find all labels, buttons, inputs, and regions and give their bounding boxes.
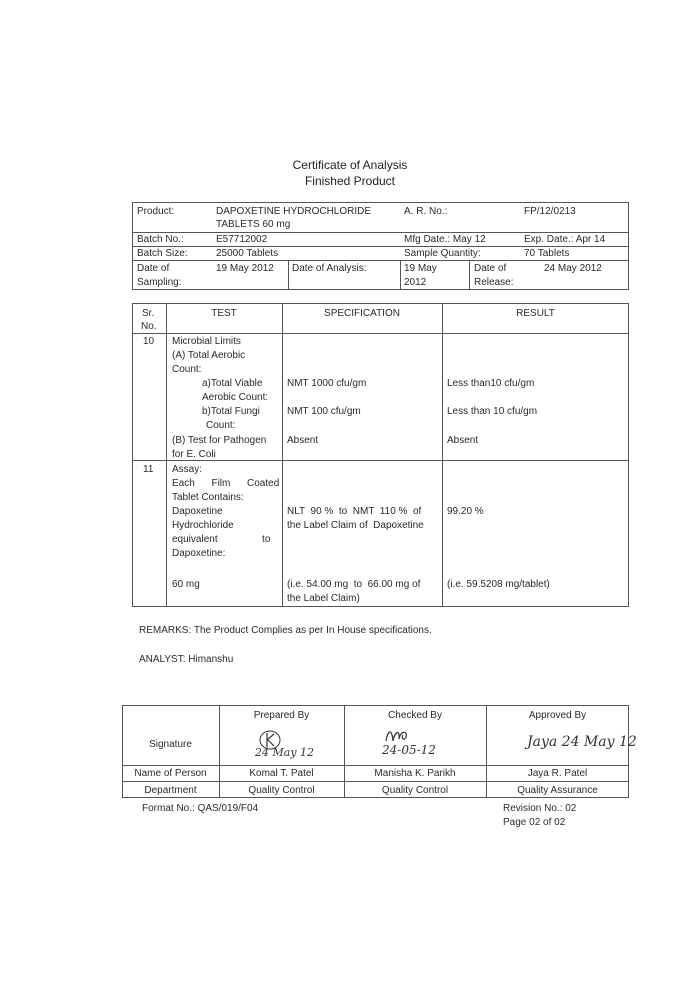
row10-result-c: Absent	[447, 435, 479, 446]
document-title: Certificate of Analysis	[292, 158, 408, 172]
checked-department: Quality Control	[381, 785, 449, 796]
date-release-label-2: Release:	[474, 277, 514, 288]
date-release-label: Date of	[474, 263, 507, 274]
document-subtitle: Finished Product	[304, 174, 396, 188]
row10-test-b: b)Total Fungi	[202, 406, 260, 417]
date-analysis-value-2: 2012	[404, 277, 427, 288]
row11-test-strength: 60 mg	[172, 579, 200, 590]
sample-qty-label: Sample Quantity:	[404, 248, 481, 259]
approved-by-header: Approved By	[528, 710, 587, 721]
revision-no: Revision No.: 02	[503, 803, 577, 814]
approved-department: Quality Assurance	[517, 785, 598, 796]
ar-no-label: A. R. No.:	[404, 206, 448, 217]
batch-size-value: 25000 Tablets	[216, 248, 279, 259]
row11-spec-line: the Label Claim of Dapoxetine	[287, 520, 424, 531]
mfg-date: Mfg Date.: May 12	[404, 234, 486, 245]
row11-spec-line: NLT 90 % to NMT 110 % of	[287, 506, 422, 517]
row11-spec-line: (i.e. 54.00 mg to 66.00 mg of	[287, 579, 421, 590]
ar-no-value: FP/12/0213	[524, 206, 576, 217]
checked-name: Manisha K. Parikh	[374, 768, 456, 779]
batch-no-label: Batch No.:	[137, 234, 184, 245]
date-analysis-value: 19 May	[404, 263, 437, 274]
row11-result-mg: (i.e. 59.5208 mg/tablet)	[447, 579, 550, 590]
header-sr: Sr.	[142, 308, 155, 319]
prepared-signature-date: 24 May 12	[255, 746, 315, 759]
remarks: REMARKS: The Product Complies as per In House specifications.	[139, 625, 432, 636]
name-of-person-label: Name of Person	[134, 768, 207, 779]
department-label: Department	[144, 785, 197, 796]
row10-result-a: Less than10 cfu/gm	[447, 378, 535, 389]
row10-result-b: Less than 10 cfu/gm	[447, 406, 538, 417]
row10-test-line: Count:	[172, 364, 202, 375]
row11-test-line: Each Film Coated	[172, 478, 280, 489]
header-test: TEST	[211, 308, 237, 319]
header-result: RESULT	[516, 308, 555, 319]
row10-test-c: (B) Test for Pathogen	[172, 435, 267, 446]
header-sr-2: No.	[141, 321, 157, 332]
row10-sr: 10	[143, 336, 155, 347]
row10-test-a-2: Aerobic Count:	[202, 392, 269, 403]
row11-spec-line: the Label Claim)	[287, 593, 360, 604]
row10-test-line: (A) Total Aerobic	[172, 350, 246, 361]
date-sampling-value: 19 May 2012	[216, 263, 274, 274]
row10-test-a: a)Total Viable	[202, 378, 263, 389]
prepared-by-header: Prepared By	[253, 710, 310, 721]
approved-signature: Jaya 24 May 12	[527, 734, 637, 750]
batch-size-label: Batch Size:	[137, 248, 188, 259]
row11-test-line: equivalent to	[172, 534, 271, 545]
row11-test-line: Tablet Contains:	[172, 492, 244, 503]
format-no: Format No.: QAS/019/F04	[142, 803, 259, 814]
exp-date: Exp. Date.: Apr 14	[524, 234, 606, 245]
product-label: Product:	[137, 206, 175, 217]
row10-test-line: Microbial Limits	[172, 336, 241, 347]
page-number: Page 02 of 02	[503, 817, 566, 828]
sample-qty-value: 70 Tablets	[524, 248, 570, 259]
date-analysis-label: Date of Analysis:	[292, 263, 367, 274]
row10-test-c-2: for E. Coli	[172, 449, 216, 460]
header-specification: SPECIFICATION	[324, 308, 400, 319]
checked-signature-date: 24-05-12	[382, 743, 436, 757]
analyst: ANALYST: Himanshu	[139, 654, 234, 665]
row11-result-percent: 99.20 %	[447, 506, 484, 517]
date-release-value: 24 May 2012	[544, 263, 602, 274]
checked-by-header: Checked By	[388, 710, 442, 721]
row11-sr: 11	[143, 464, 154, 475]
product-value-line2: TABLETS 60 mg	[216, 219, 291, 230]
signature-label: Signature	[149, 739, 192, 750]
prepared-name: Komal T. Patel	[249, 768, 314, 779]
row10-spec-a: NMT 1000 cfu/gm	[287, 378, 367, 389]
date-sampling-label-2: Sampling:	[137, 277, 182, 288]
row11-test-line: Dapoxetine:	[172, 548, 226, 559]
prepared-department: Quality Control	[248, 785, 315, 796]
row10-spec-b: NMT 100 cfu/gm	[287, 406, 361, 417]
row11-test-line: Dapoxetine	[172, 506, 223, 517]
product-value: DAPOXETINE HYDROCHLORIDE	[216, 206, 372, 217]
date-sampling-label: Date of	[137, 263, 170, 274]
batch-no-value: E57712002	[216, 234, 268, 245]
approved-name: Jaya R. Patel	[527, 768, 588, 779]
row10-test-b-2: Count:	[206, 420, 236, 431]
row11-test-line: Hydrochloride	[172, 520, 234, 531]
row10-spec-c: Absent	[287, 435, 319, 446]
row11-test-line: Assay:	[172, 464, 203, 475]
